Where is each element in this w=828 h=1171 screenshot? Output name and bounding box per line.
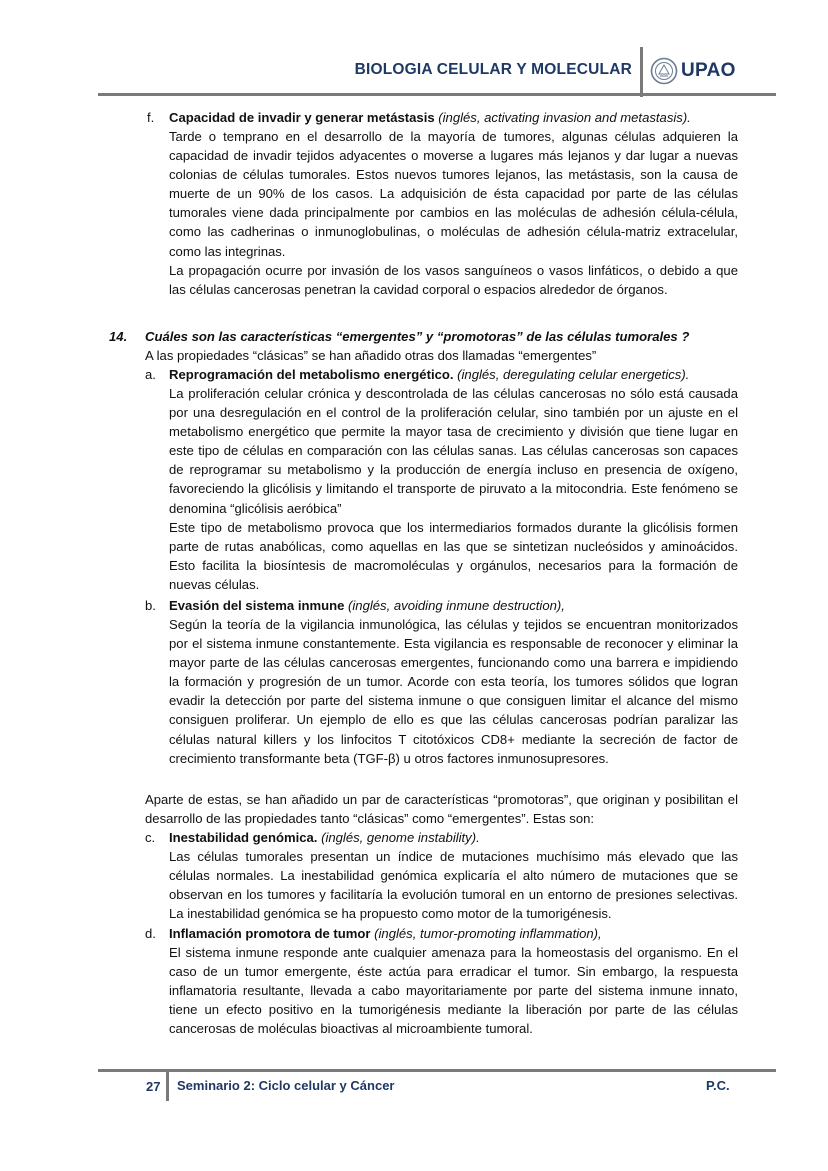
item-c-heading-line <box>169 828 738 847</box>
item-a-paragraph-2: Este tipo de metabolismo provoca que los intermediarios formados durante la glicólisis formen parte de rutas anabólicas, como aquellas en las que se sintetizan nucleósidos y aminoácidos. Esto facilita la biosíntesis de macromoléculas y orgánulos, necesarios para la formación de nuevas células. <box>169 520 738 593</box>
item-a-heading: Reprogramación del metabolismo energético. <box>169 367 454 382</box>
item-c-paragraph-1: Las células tumorales presentan un índice de mutaciones muchísimo más elevado que las células normales. La inestabilidad genómica explicaría el alto número de mutaciones que se observan en los tumores y facilitaría la evolución tumoral en un entorno de presiones selectivas. La inestabilidad genómica se ha propuesto como motor de la tumorigénesis. <box>169 849 738 922</box>
footer-initials: P.C. <box>706 1078 730 1093</box>
item-c-heading-note: (inglés, genome instability). <box>321 830 480 845</box>
list-marker: b. <box>145 598 156 613</box>
item-f-heading: Capacidad de invadir y generar metástasis <box>169 110 435 125</box>
item-d-heading: Inflamación promotora de tumor <box>169 926 371 941</box>
item-b-heading: Evasión del sistema inmune <box>169 598 345 613</box>
item-d-paragraph-1: El sistema inmune responde ante cualquier amenaza para la homeostasis del organismo. En el caso de un tumor emergente, éste actúa para erradicar el tumor. Sin embargo, la respuesta inflamatoria resultante, llevada a cabo mayoritariamente por parte del sistema inmune innato, tiene un efecto positivo en la tumorigénesis mediante la liberación por parte de las células cancerosas de moléculas bioactivas al microambiente tumoral. <box>169 945 738 1037</box>
item-f-heading-line <box>169 108 738 127</box>
promoters-intro: Aparte de estas, se han añadido un par de características “promotoras”, que originan y posibilitan el desarrollo de las propiedades tanto “clásicas” como “emergentes”. Estas son: <box>145 792 738 827</box>
header-rule <box>98 93 776 96</box>
item-f-paragraph-1: Tarde o temprano en el desarrollo de la mayoría de tumores, algunas células adquieren la capacidad de invadir tejidos adyacentes o moverse a lugares más lejanos y dar lugar a nuevas colonias de células tumorales. Estos nuevos tumores lejanos, las metástasis, son la causa de muerte de un 90% de los casos. La adquisición de ésta capacidad por parte de las células tumorales viene dada principalmente por cambios en las moléculas de adhesión célula-célula, como las cadherinas o inmunoglobulinas, o moléculas de adhesión célula-matriz extracelular, como las integrinas. <box>169 129 738 259</box>
item-b-paragraph-1: Según la teoría de la vigilancia inmunológica, las células y tejidos se encuentran monitorizados por el sistema inmune constantemente. Esta vigilancia es responsable de reconocer y eliminar la mayor parte de las células cancerosas emergentes, funcionando como una barrera e impidiendo la formación y progresión de un tumor. Acorde con esta teoría, los tumores sólidos que logran evadir la detección por parte del sistema inmune o que consiguen limitar el alcance del mismo consiguen proliferar. Un ejemplo de ello es que las células cancerosas podrían paralizar las células natural killers y los linfocitos T citotóxicos CD8+ mediante la secreción de factor de crecimiento transformante beta (TGF-β) u otros factores inmunosupresores. <box>169 617 738 766</box>
page-number: 27 <box>146 1079 161 1094</box>
university-seal-icon <box>650 57 678 85</box>
item-f-heading-note: (inglés, activating invasion and metastasis). <box>438 110 691 125</box>
item-a-heading-line <box>169 365 738 384</box>
item-b-heading-note: (inglés, avoiding inmune destruction), <box>348 598 565 613</box>
question-heading: Cuáles son las características “emergentes” y “promotoras” de las células tumorales ? <box>145 329 690 344</box>
header-title: BIOLOGIA CELULAR Y MOLECULAR <box>354 61 632 78</box>
item-d-heading-line <box>169 924 738 943</box>
footer-title: Seminario 2: Ciclo celular y Cáncer <box>177 1078 395 1093</box>
upao-logo <box>650 55 736 87</box>
list-marker: a. <box>145 367 156 382</box>
question-number: 14. <box>109 329 128 344</box>
item-a-paragraph-1: La proliferación celular crónica y descontrolada de las células cancerosas no sólo está causada por una desregulación en el control de la proliferación celular, sino también por un ajuste en el metabolismo energético que permite la mayor tasa de crecimiento y división que tiene lugar en este tipo de células en comparación con las células sanas. Las células cancerosas son capaces de reprogramar su metabolismo y la producción de energía incluso en presencia de oxígeno, favoreciendo la glicólisis y limitando el transporte de piruvato a la mitocondria. Este fenómeno se denomina “glicólisis aeróbica” <box>169 386 738 516</box>
footer-divider <box>166 1071 169 1101</box>
list-marker: c. <box>145 830 156 845</box>
header-divider <box>640 47 643 97</box>
footer-rule <box>98 1069 776 1072</box>
item-a-heading-note: (inglés, deregulating celular energetics). <box>457 367 690 382</box>
item-b-heading-line <box>169 596 738 615</box>
item-f-paragraph-2: La propagación ocurre por invasión de los vasos sanguíneos o vasos linfáticos, o debido a que las células cancerosas penetran la cavidad corporal o espacios alrededor de órganos. <box>169 263 738 298</box>
logo-wordmark: UPAO <box>681 60 736 81</box>
item-d-heading-note: (inglés, tumor-promoting inflammation), <box>374 926 602 941</box>
item-c-heading: Inestabilidad genómica. <box>169 830 318 845</box>
question-intro: A las propiedades “clásicas” se han añadido otras dos llamadas “emergentes” <box>145 348 597 363</box>
list-marker: f. <box>147 110 155 125</box>
list-marker: d. <box>145 926 156 941</box>
